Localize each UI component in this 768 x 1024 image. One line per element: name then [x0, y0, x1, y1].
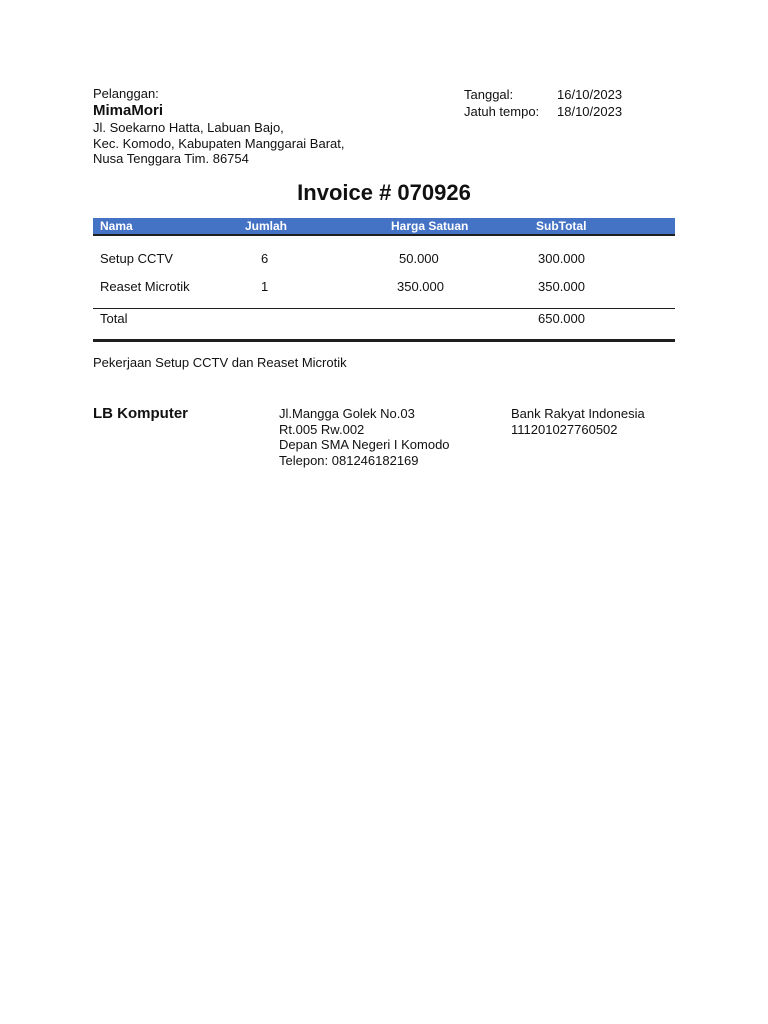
company-address-line: Depan SMA Negeri I Komodo — [279, 437, 450, 452]
bank-name: Bank Rakyat Indonesia — [511, 406, 645, 421]
total-value: 650.000 — [538, 311, 585, 326]
column-header-subtotal: SubTotal — [536, 219, 587, 233]
invoice-title: Invoice # 070926 — [297, 180, 471, 205]
table-bottom-rule — [93, 339, 675, 342]
customer-address-line: Kec. Komodo, Kabupaten Manggarai Barat, — [93, 136, 345, 151]
column-header-quantity: Jumlah — [245, 219, 288, 233]
table-cell-subtotal: 300.000 — [538, 251, 585, 266]
column-header-name: Nama — [100, 219, 133, 233]
company-address-line: Jl.Mangga Golek No.03 — [279, 406, 415, 421]
total-divider — [93, 308, 675, 309]
company-phone: Telepon: 081246182169 — [279, 453, 419, 468]
table-cell-name: Reaset Microtik — [100, 279, 190, 294]
date-label: Tanggal: — [464, 87, 514, 102]
bank-account-number: 111201027760502 — [511, 422, 618, 437]
company-address-line: Rt.005 Rw.002 — [279, 422, 365, 437]
date-value: 16/10/2023 — [557, 87, 623, 102]
customer-address-line: Nusa Tenggara Tim. 86754 — [93, 151, 249, 166]
table-cell-subtotal: 350.000 — [538, 279, 585, 294]
column-header-unit-price: Harga Satuan — [391, 219, 469, 233]
table-cell-unit-price: 50.000 — [399, 251, 439, 266]
company-name: LB Komputer — [93, 405, 188, 422]
due-date-label: Jatuh tempo: — [464, 104, 540, 119]
customer-label: Pelanggan: — [93, 86, 159, 101]
table-cell-quantity: 1 — [261, 279, 269, 294]
table-cell-name: Setup CCTV — [100, 251, 173, 266]
table-header — [93, 218, 675, 236]
invoice-note: Pekerjaan Setup CCTV dan Reaset Microtik — [93, 355, 347, 370]
total-label: Total — [100, 311, 128, 326]
customer-address-line: Jl. Soekarno Hatta, Labuan Bajo, — [93, 120, 284, 135]
table-cell-quantity: 6 — [261, 251, 269, 266]
table-cell-unit-price: 350.000 — [397, 279, 444, 294]
due-date-value: 18/10/2023 — [557, 104, 623, 119]
customer-name: MimaMori — [93, 102, 164, 119]
